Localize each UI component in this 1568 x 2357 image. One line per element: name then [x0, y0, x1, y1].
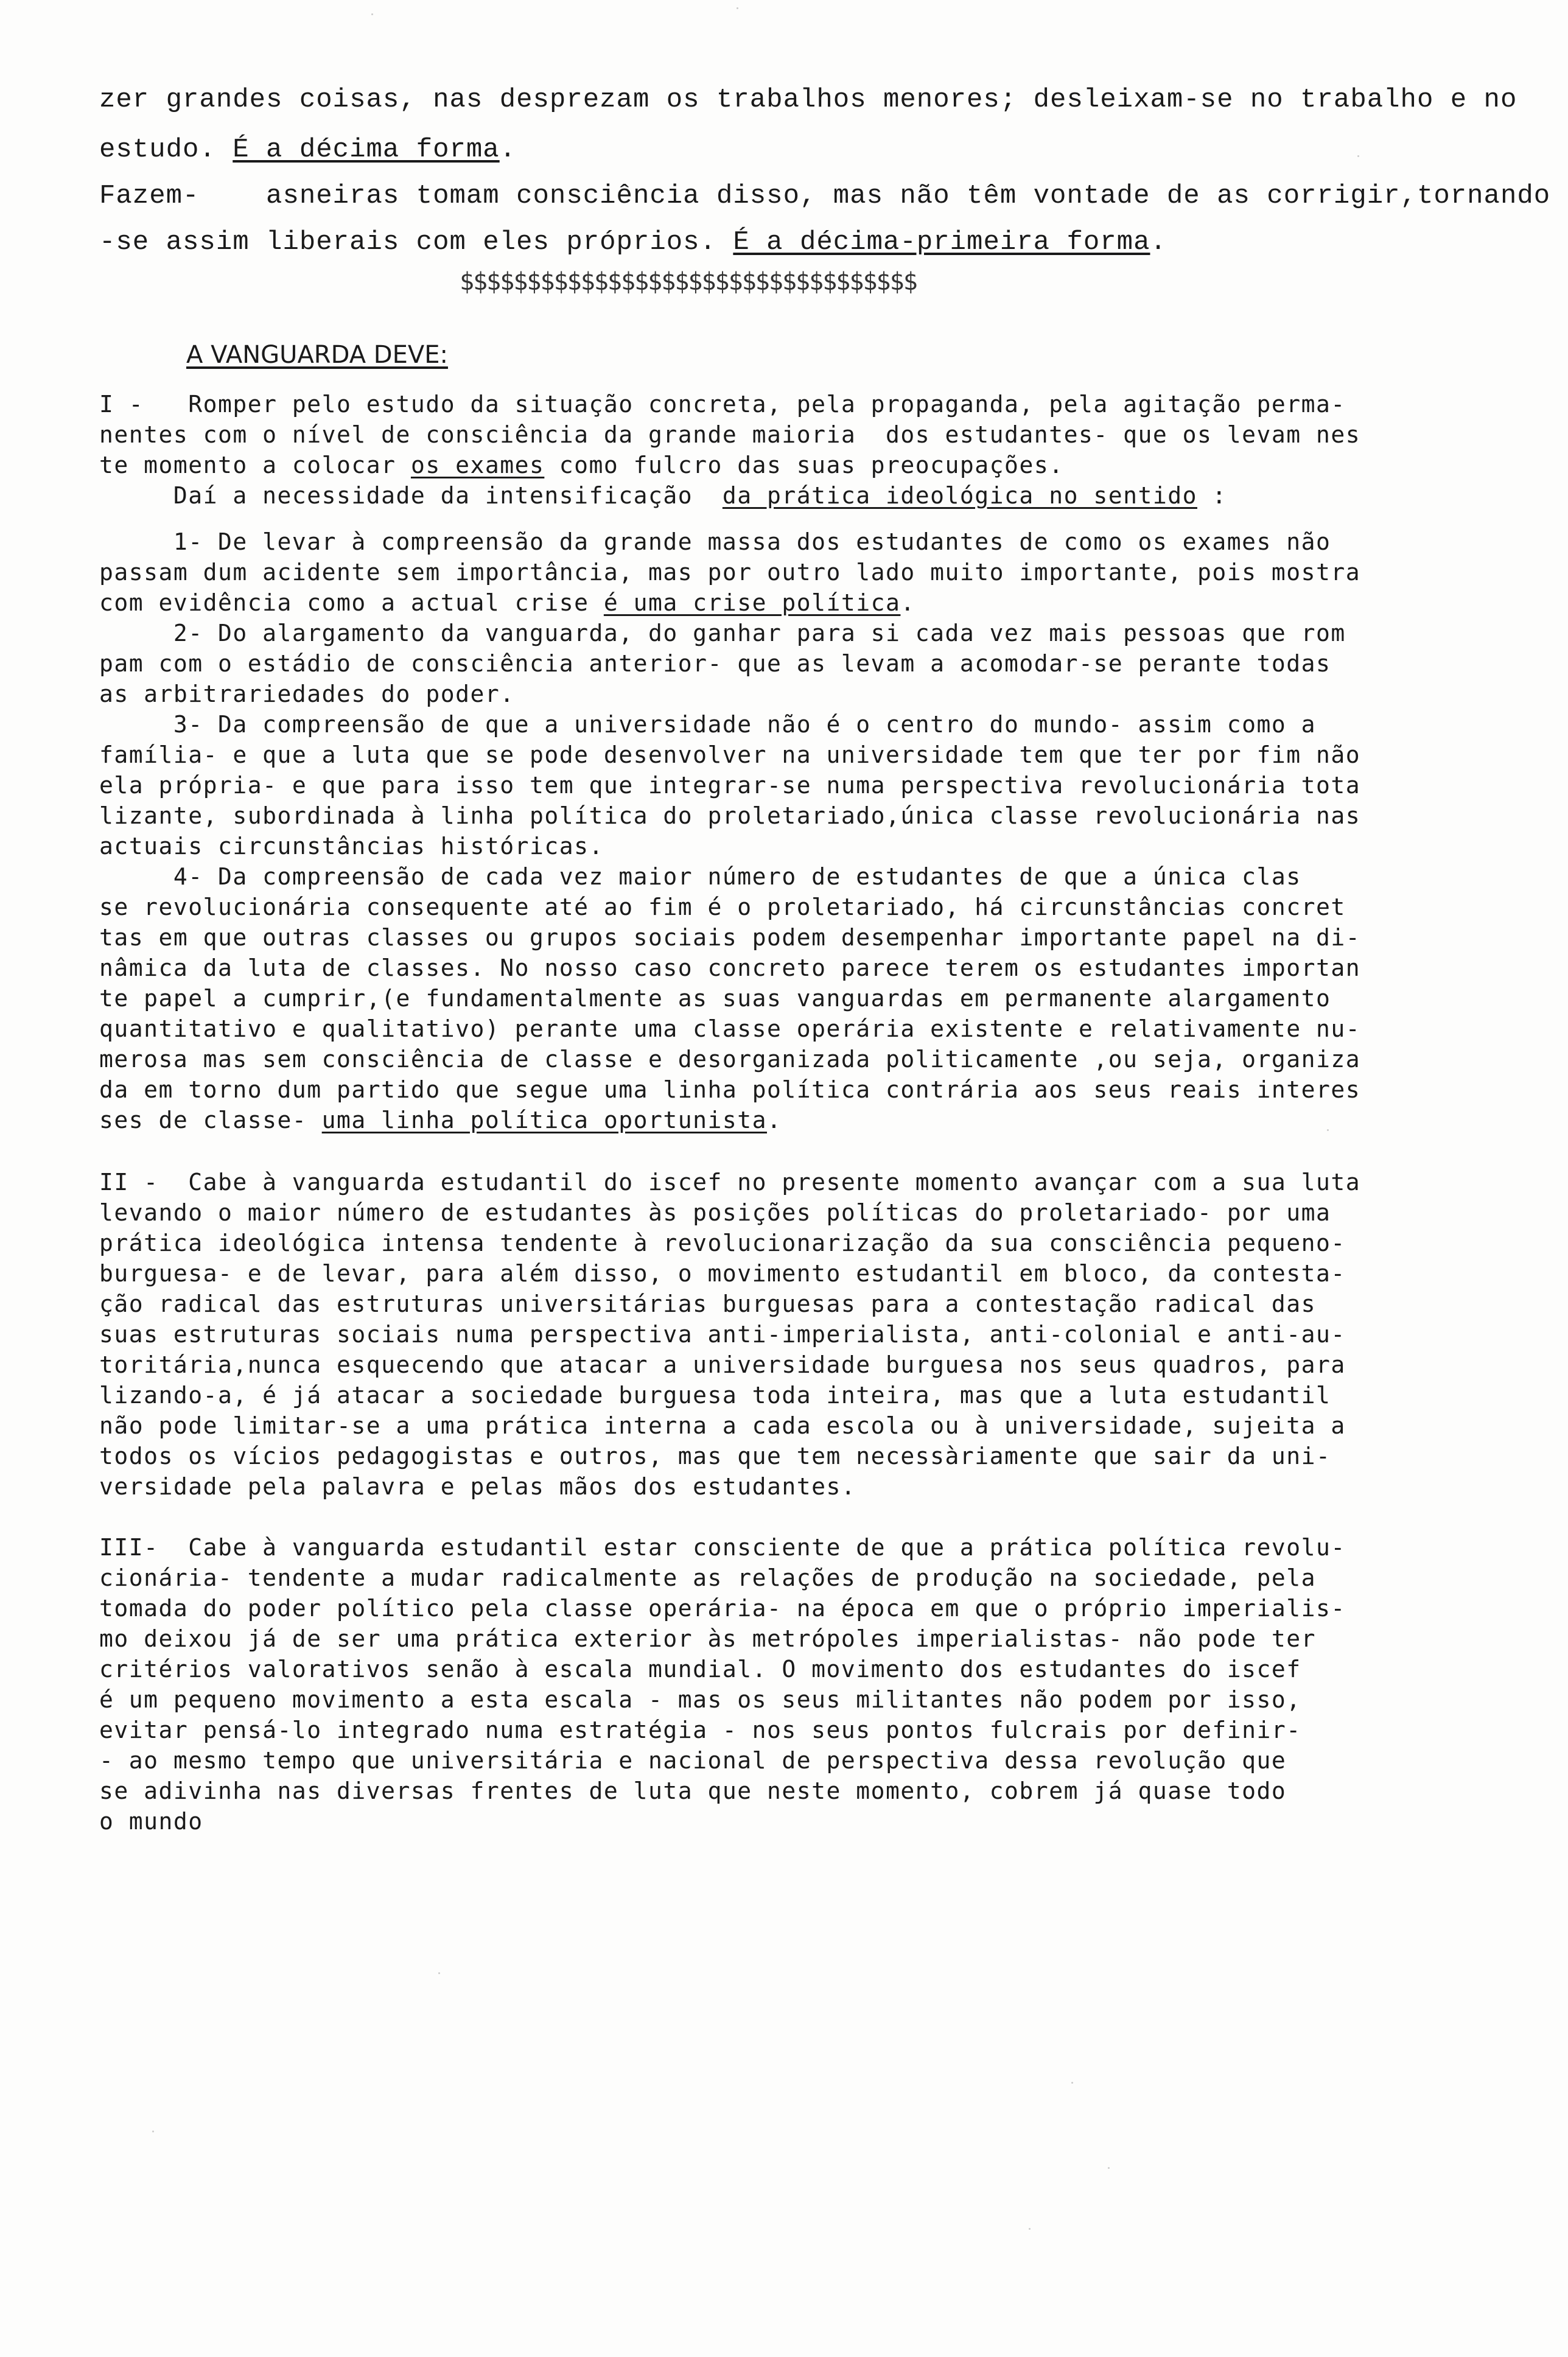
text-line: III- Cabe à vanguarda estudantil estar consciente de que a prática política revolu-	[99, 1534, 1346, 1561]
text-line: actuais circunstâncias históricas.	[99, 833, 604, 860]
text-line: 2- Do alargamento da vanguarda, do ganhar para si cada vez mais pessoas que rom	[99, 620, 1346, 646]
text-fragment: .	[499, 135, 517, 165]
text-line: 1- De levar à compreensão da grande massa dos estudantes de como os exames não	[99, 528, 1331, 555]
text-line: nentes com o nível de consciência da grande maioria dos estudantes- que os levam nes	[99, 421, 1361, 448]
text-line: cionária- tendente a mudar radicalmente as relações de produção na sociedade, pela	[99, 1564, 1316, 1591]
scan-speck	[371, 13, 373, 15]
text-fragment: com evidência como a actual crise	[99, 589, 604, 616]
underlined-phrase: é uma crise política	[603, 589, 901, 616]
text-line: ela própria- e que para isso tem que integrar-se numa perspectiva revolucionária tota	[99, 772, 1361, 799]
text-fragment: estudo.	[99, 135, 233, 165]
text-line: toritária,nunca esquecendo que atacar a universidade burguesa nos seus quadros, para	[99, 1351, 1346, 1378]
text-line: merosa mas sem consciência de classe e desorganizada politicamente ,ou seja, organiza	[99, 1046, 1361, 1073]
text-line: é um pequeno movimento a esta escala - mas os seus militantes não podem por isso,	[99, 1686, 1301, 1713]
text-line: zer grandes coisas, nas desprezam os trabalhos menores; desleixam-se no trabalho e no	[99, 85, 1517, 115]
text-line: suas estruturas sociais numa perspectiva anti-imperialista, anti-colonial e anti-au-	[99, 1321, 1346, 1348]
text-line: versidade pela palavra e pelas mãos dos estudantes.	[99, 1473, 856, 1500]
text-line: ção radical das estruturas universitárias burguesas para a contestação radical das	[99, 1291, 1316, 1317]
text-fragment: te momento a colocar	[99, 452, 411, 478]
text-line	[99, 220, 1167, 264]
underlined-phrase: da prática ideológica no sentido	[722, 482, 1197, 509]
text-line: nâmica da luta de classes. No nosso caso concreto parece terem os estudantes importan	[99, 954, 1361, 981]
text-line: evitar pensá-lo integrado numa estratégia - nos seus pontos fulcrais por definir-	[99, 1717, 1301, 1743]
text-fragment: ses de classe-	[99, 1107, 322, 1133]
scan-speck	[152, 2131, 154, 2132]
text-fragment: .	[1150, 227, 1167, 257]
text-line	[99, 452, 1064, 478]
underlined-phrase: É a décima forma	[233, 135, 500, 165]
text-line: I - Romper pelo estudo da situação concreta, pela propaganda, pela agitação perma-	[99, 391, 1346, 418]
text-line: se revolucionária consequente até ao fim é o proletariado, há circunstâncias concret	[99, 894, 1346, 920]
text-line	[99, 128, 516, 172]
underlined-phrase: uma linha política oportunista	[321, 1107, 768, 1133]
text-line: mo deixou já de ser uma prática exterior às metrópoles imperialistas- não pode ter	[99, 1625, 1316, 1652]
text-line: II - Cabe à vanguarda estudantil do iscef no presente momento avançar com a sua luta	[99, 1169, 1361, 1196]
text-line: da em torno dum partido que segue uma linha política contrária aos seus reais interes	[99, 1076, 1361, 1103]
section-divider: $$$$$$$$$$$$$$$$$$$$$$$$$$$$$$$$$$	[460, 268, 917, 296]
scan-speck	[1071, 2082, 1073, 2084]
text-line: 3- Da compreensão de que a universidade não é o centro do mundo- assim como a	[99, 711, 1316, 738]
scan-speck	[737, 7, 738, 9]
scan-speck	[1029, 2228, 1031, 2230]
text-line: lizando-a, é já atacar a sociedade burguesa toda inteira, mas que a luta estudantil	[99, 1382, 1331, 1409]
text-line: todos os vícios pedagogistas e outros, mas que tem necessàriamente que sair da uni-	[99, 1443, 1331, 1469]
text-fragment: -se assim liberais com eles próprios.	[99, 227, 733, 257]
text-line: tomada do poder político pela classe operária- na época em que o próprio imperialis-	[99, 1595, 1346, 1622]
text-line: pam com o estádio de consciência anterior- que as levam a acomodar-se perante todas	[99, 650, 1331, 677]
text-fragment: como fulcro das suas preocupações.	[544, 452, 1064, 478]
text-line: Fazem- asneiras tomam consciência disso, mas não têm vontade de as corrigir,tornando	[99, 181, 1551, 211]
text-line: levando o maior número de estudantes às posições políticas do proletariado- por uma	[99, 1199, 1331, 1226]
text-fragment: :	[1197, 482, 1227, 509]
text-line	[99, 482, 1227, 509]
text-line: tas em que outras classes ou grupos sociais podem desempenhar importante papel na di-	[99, 924, 1361, 951]
text-fragment: Daí a necessidade da intensificação	[99, 482, 723, 509]
scan-speck	[1108, 2167, 1110, 2169]
text-fragment: .	[900, 589, 915, 616]
underlined-phrase: É a décima-primeira forma	[733, 227, 1150, 257]
text-line: família- e que a luta que se pode desenvolver na universidade tem que ter por fim não	[99, 741, 1361, 768]
scan-speck	[438, 1972, 440, 1974]
text-line: não pode limitar-se a uma prática interna a cada escola ou à universidade, sujeita a	[99, 1412, 1346, 1439]
text-line: passam dum acidente sem importância, mas por outro lado muito importante, pois mostra	[99, 559, 1361, 586]
text-line: as arbitrariedades do poder.	[99, 681, 515, 707]
text-line: quantitativo e qualitativo) perante uma classe operária existente e relativamente nu-	[99, 1015, 1361, 1042]
scan-speck	[1327, 1129, 1329, 1131]
text-line: critérios valorativos senão à escala mundial. O movimento dos estudantes do iscef	[99, 1656, 1301, 1683]
section-heading: A VANGUARDA DEVE:	[186, 341, 448, 369]
text-line: te papel a cumprir,(e fundamentalmente as suas vanguardas em permanente alargamento	[99, 985, 1331, 1012]
text-fragment: .	[767, 1107, 782, 1133]
text-line: lizante, subordinada à linha política do proletariado,única classe revolucionária nas	[99, 802, 1361, 829]
scan-speck	[1357, 155, 1359, 157]
text-line: burguesa- e de levar, para além disso, o movimento estudantil em bloco, da contesta-	[99, 1260, 1346, 1287]
text-line	[99, 589, 915, 616]
text-line: prática ideológica intensa tendente à revolucionarização da sua consciência pequeno-	[99, 1230, 1346, 1256]
underlined-phrase: os exames	[410, 452, 545, 478]
text-line: se adivinha nas diversas frentes de luta que neste momento, cobrem já quase todo	[99, 1777, 1287, 1804]
text-line: - ao mesmo tempo que universitária e nacional de perspectiva dessa revolução que	[99, 1747, 1287, 1774]
text-line	[99, 1107, 782, 1133]
text-line: o mundo	[99, 1808, 203, 1835]
text-line: 4- Da compreensão de cada vez maior número de estudantes de que a única clas	[99, 863, 1301, 890]
